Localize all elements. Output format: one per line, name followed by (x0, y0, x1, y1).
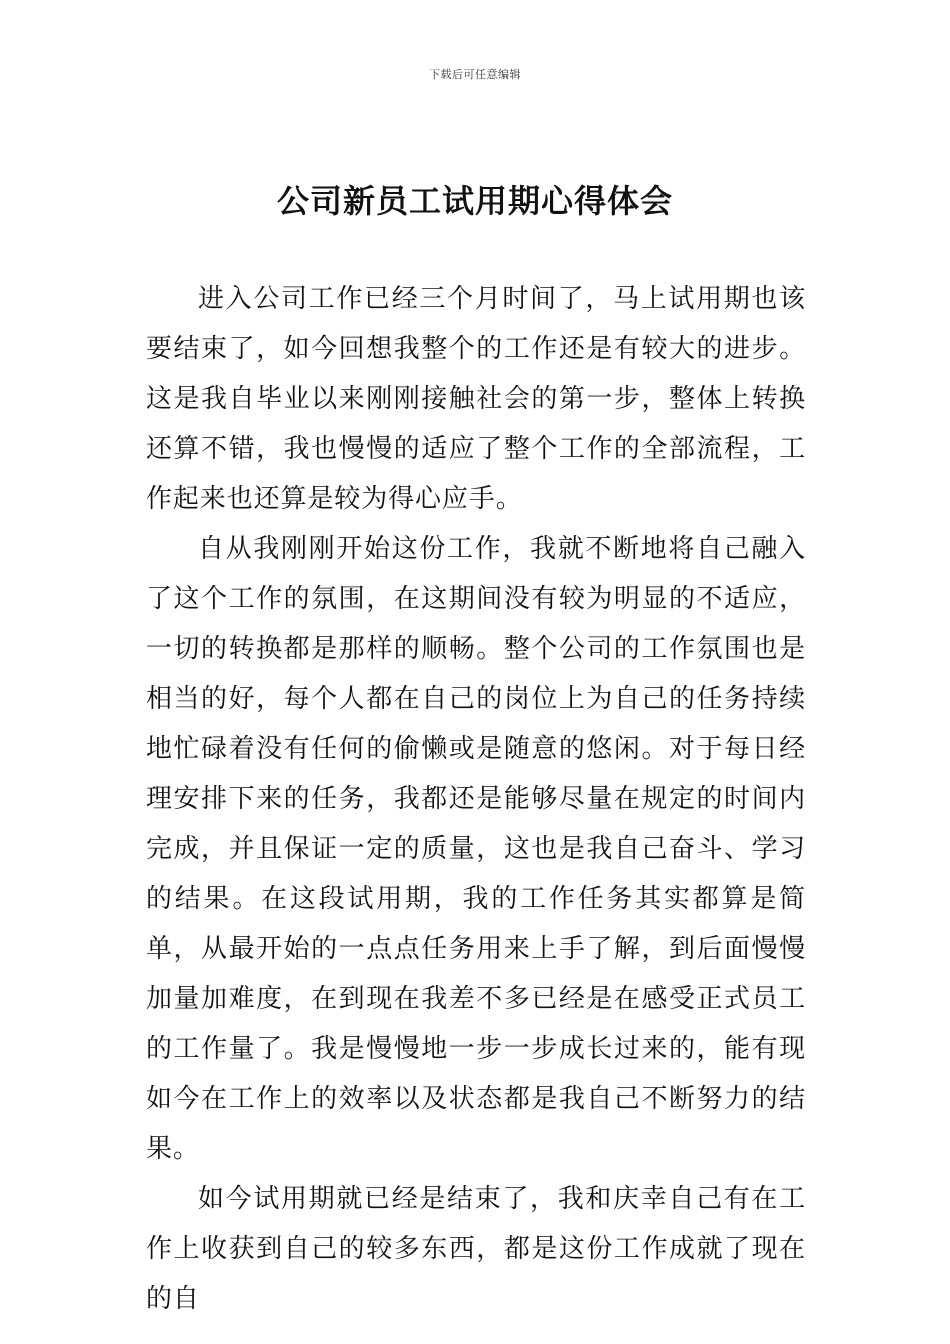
document-body (146, 274, 806, 1324)
document-title: 公司新员工试用期心得体会 (276, 182, 673, 220)
paragraph-1: 进入公司工作已经三个月时间了，马上试用期也该要结束了，如今回想我整个的工作还是有较大的进步。这是我自毕业以来刚刚接触社会的第一步，整体上转换还算不错，我也慢慢的适应了整个工作的全部流程，工作起来也还算是较为得心应手。 (146, 284, 806, 514)
paragraph-2: 自从我刚刚开始这份工作，我就不断地将自己融入了这个工作的氛围，在这期间没有较为明显的不适应，一切的转换都是那样的顺畅。整个公司的工作氛围也是相当的好，每个人都在自己的岗位上为自己的任务持续地忙碌着没有任何的偷懒或是随意的悠闲。对于每日经理安排下来的任务，我都还是能够尽量在规定的时间内完成，并且保证一定的质量，这也是我自己奋斗、学习的结果。在这段试用期，我的工作任务其实都算是简单，从最开始的一点点任务用来上手了解，到后面慢慢加量加难度，在到现在我差不多已经是在感受正式员工的工作量了。我是慢慢地一步一步成长过来的，能有现如今在工作上的效率以及状态都是我自己不断努力的结果。 (146, 534, 806, 1164)
header-note: 下载后可任意编辑 (429, 68, 521, 81)
paragraph-3: 如今试用期就已经是结束了，我和庆幸自己有在工作上收获到自己的较多东西，都是这份工作成就了现在的自 (146, 1184, 806, 1314)
